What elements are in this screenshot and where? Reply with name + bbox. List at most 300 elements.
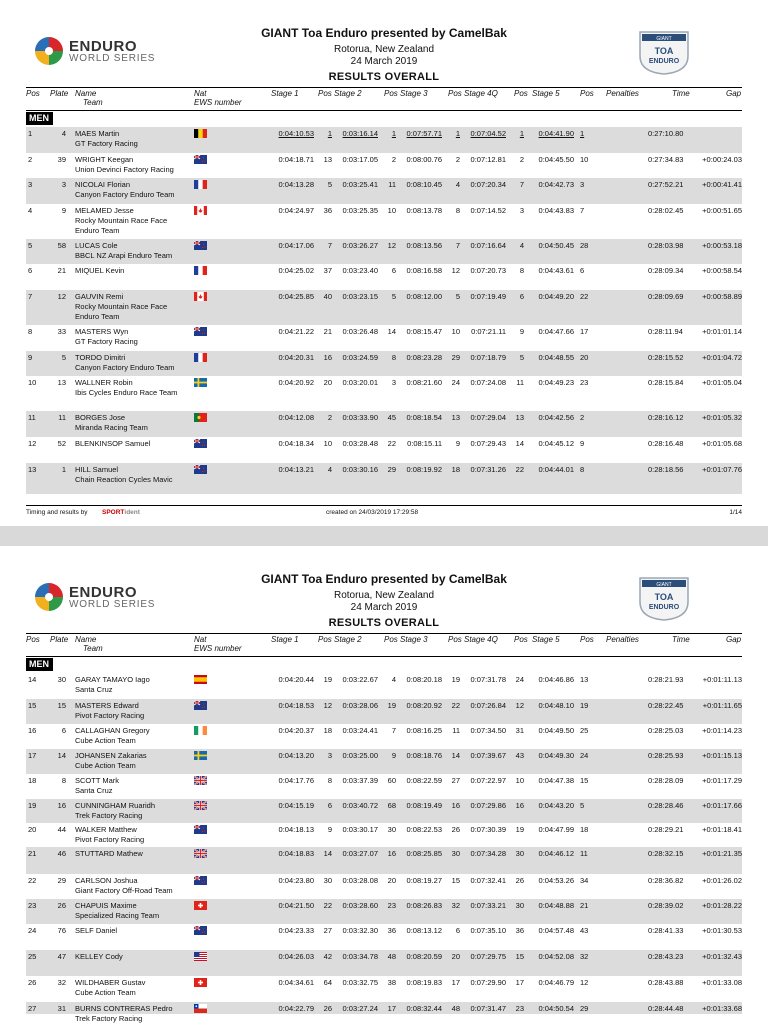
footer-created: created on 24/03/2019 17:29:58 (326, 509, 419, 516)
stage1-pos: 9 (327, 825, 332, 834)
rider-plate: 21 (57, 266, 66, 275)
rider-plate: 52 (57, 439, 66, 448)
stage4-time: 0:07:24.08 (470, 378, 506, 387)
col-ews: EWS number (194, 644, 242, 653)
stage1-pos: 1 (327, 129, 332, 138)
col-nat: Nat (194, 635, 207, 644)
col-pos2: Pos (384, 635, 398, 644)
stage1-pos: 13 (323, 155, 332, 164)
flag-icon (194, 876, 207, 885)
stage4-time: 0:07:20.34 (470, 180, 506, 189)
stage3-time: 0:08:16.25 (406, 726, 442, 735)
rider-plate: 16 (57, 801, 66, 810)
rider-team: Giant Factory Off-Road Team (75, 886, 173, 895)
rider-team: Union Devinci Factory Racing (75, 165, 174, 174)
rider-plate: 5 (61, 353, 66, 362)
table-row (26, 950, 742, 976)
rider-name: SCOTT Mark (75, 776, 120, 785)
col-stage5: Stage 5 (532, 89, 560, 98)
col-pos: Pos (26, 635, 40, 644)
stage3-time: 0:08:18.54 (406, 413, 442, 422)
rider-team: Canyon Factory Enduro Team (75, 363, 175, 372)
stage5-pos: 18 (580, 825, 589, 834)
stage2-time: 0:03:25.35 (342, 206, 378, 215)
flag-icon (194, 849, 207, 858)
logo-world-series: WORLD SERIES (69, 52, 156, 64)
stage3-pos: 13 (451, 413, 460, 422)
stage5-pos: 3 (580, 180, 585, 189)
rider-position: 26 (28, 978, 37, 987)
flag-icon (194, 978, 207, 987)
total-time: 0:28:15.84 (648, 378, 684, 387)
rider-plate: 29 (57, 876, 66, 885)
total-time: 0:28:43.88 (648, 978, 684, 987)
stage5-pos: 12 (580, 978, 589, 987)
stage1-pos: 22 (323, 901, 332, 910)
flag-icon (194, 241, 207, 250)
stage5-pos: 11 (580, 849, 588, 858)
stage4-time: 0:07:29.04 (470, 413, 506, 422)
stage2-pos: 48 (387, 952, 396, 961)
stage1-time: 0:04:24.97 (278, 206, 314, 215)
stage1-time: 0:04:25.85 (278, 292, 314, 301)
rider-team: GT Factory Racing (75, 139, 138, 148)
flag-icon (194, 901, 207, 910)
col-pos4: Pos (514, 89, 528, 98)
table-row (26, 774, 742, 799)
flag-icon (194, 155, 207, 164)
rider-position: 12 (28, 439, 37, 448)
stage5-pos: 21 (580, 901, 589, 910)
stage3-time: 0:08:19.49 (406, 801, 442, 810)
time-gap: +0:01:17.66 (702, 801, 742, 810)
time-gap: +0:01:30.53 (702, 926, 742, 935)
rider-plate: 3 (61, 180, 66, 189)
stage2-pos: 9 (391, 751, 396, 760)
rider-name: KELLEY Cody (75, 952, 123, 961)
table-row (26, 463, 742, 494)
col-penalties: Penalties (606, 89, 639, 98)
stage2-pos: 60 (387, 776, 396, 785)
stage2-pos: 38 (387, 978, 396, 987)
stage5-time: 0:04:45.50 (538, 155, 574, 164)
stage1-time: 0:04:25.02 (278, 266, 314, 275)
flag-icon (194, 825, 207, 834)
table-row (26, 1002, 742, 1023)
stage3-pos: 12 (451, 266, 460, 275)
rider-plate: 58 (57, 241, 66, 250)
stage3-pos: 8 (455, 206, 460, 215)
rider-position: 15 (28, 701, 37, 710)
stage3-pos: 1 (455, 129, 460, 138)
stage1-pos: 26 (323, 1004, 332, 1013)
rider-name: NICOLAI Florian (75, 180, 131, 189)
rider-team: Rocky Mountain Race Face Enduro Team (75, 216, 168, 235)
results-heading: RESULTS OVERALL (328, 617, 440, 629)
rider-position: 13 (28, 465, 37, 474)
stage2-time: 0:03:22.67 (342, 675, 378, 684)
stage4-time: 0:07:16.64 (470, 241, 506, 250)
stage1-time: 0:04:20.92 (278, 378, 314, 387)
rider-team: Rocky Mountain Race Face Enduro Team (75, 302, 168, 321)
rider-plate: 4 (61, 129, 66, 138)
stage5-pos: 15 (580, 776, 589, 785)
stage3-pos: 18 (451, 465, 460, 474)
rider-position: 17 (28, 751, 37, 760)
stage2-time: 0:03:26.48 (342, 327, 378, 336)
rider-position: 24 (28, 926, 37, 935)
time-gap: +0:01:07.76 (702, 465, 742, 474)
stage3-time: 0:08:10.45 (406, 180, 442, 189)
stage2-pos: 30 (387, 825, 396, 834)
col-name: Name (75, 89, 97, 98)
badge-brand: GIANT (656, 36, 672, 42)
stage4-time: 0:07:31.47 (470, 1004, 506, 1013)
total-time: 0:28:21.93 (648, 675, 684, 684)
stage4-time: 0:07:34.28 (470, 849, 506, 858)
table-row (26, 437, 742, 463)
stage2-time: 0:03:28.06 (342, 701, 378, 710)
stage5-pos: 19 (580, 701, 589, 710)
stage5-pos: 34 (580, 876, 589, 885)
stage2-time: 0:03:27.07 (342, 849, 378, 858)
col-team: Team (83, 98, 103, 107)
sportident-brand: SPORT (102, 509, 125, 516)
rider-name: WALLNER Robin (75, 378, 133, 387)
flag-icon (194, 801, 207, 810)
stage2-time: 0:03:20.01 (342, 378, 378, 387)
rider-plate: 14 (57, 751, 66, 760)
stage4-pos: 43 (515, 751, 524, 760)
flag-icon (194, 726, 207, 735)
stage4-pos: 15 (515, 952, 524, 961)
rider-plate: 44 (57, 825, 66, 834)
logo-enduro: ENDURO (69, 37, 138, 55)
stage1-pos: 18 (323, 726, 332, 735)
rider-name: HILL Samuel (75, 465, 119, 474)
stage4-pos: 2 (519, 155, 524, 164)
stage5-pos: 9 (580, 439, 585, 448)
rider-plate: 6 (61, 726, 66, 735)
stage2-time: 0:03:28.48 (342, 439, 378, 448)
flag-icon (194, 413, 207, 422)
stage1-pos: 16 (323, 353, 332, 362)
stage5-pos: 2 (580, 413, 585, 422)
stage3-pos: 22 (451, 701, 460, 710)
stage2-time: 0:03:25.41 (342, 180, 378, 189)
stage4-pos: 31 (515, 726, 524, 735)
stage5-pos: 6 (580, 266, 585, 275)
col-gap: Gap (726, 635, 742, 644)
rider-plate: 47 (57, 952, 66, 961)
stage1-time: 0:04:17.06 (278, 241, 314, 250)
stage3-time: 0:08:00.76 (406, 155, 442, 164)
stage2-pos: 45 (387, 413, 396, 422)
rider-team: Ibis Cycles Enduro Race Team (75, 388, 178, 397)
rider-name: TORDO Dimitri (75, 353, 126, 362)
total-time: 0:28:03.98 (648, 241, 684, 250)
stage3-pos: 26 (451, 825, 460, 834)
rider-name: CALLAGHAN Gregory (75, 726, 150, 735)
rider-name: MASTERS Wyn (75, 327, 129, 336)
stage1-time: 0:04:17.76 (278, 776, 314, 785)
stage4-time: 0:07:29.90 (470, 978, 506, 987)
stage5-time: 0:04:50.54 (538, 1004, 574, 1013)
stage2-pos: 68 (387, 801, 396, 810)
stage3-time: 0:08:12.00 (406, 292, 442, 301)
rider-name: BLENKINSOP Samuel (75, 439, 151, 448)
total-time: 0:28:16.48 (648, 439, 684, 448)
stage3-time: 0:08:26.83 (406, 901, 442, 910)
rider-name: GAUVIN Remi (75, 292, 124, 301)
stage4-pos: 14 (515, 439, 524, 448)
stage5-time: 0:04:47.38 (538, 776, 574, 785)
stage5-pos: 25 (580, 726, 589, 735)
total-time: 0:28:25.93 (648, 751, 684, 760)
table-row (26, 976, 742, 1002)
col-time: Time (672, 635, 690, 644)
stage5-pos: 17 (580, 327, 589, 336)
rider-position: 27 (28, 1004, 37, 1013)
stage5-pos: 20 (580, 353, 589, 362)
stage3-time: 0:08:20.92 (406, 701, 442, 710)
rider-plate: 26 (57, 901, 66, 910)
rider-position: 9 (28, 353, 33, 362)
stage4-time: 0:07:21.11 (471, 327, 506, 336)
stage2-pos: 8 (391, 353, 396, 362)
stage2-time: 0:03:37.39 (342, 776, 378, 785)
rider-name: MELAMED Jesse (75, 206, 134, 215)
time-gap: +0:01:01.14 (702, 327, 742, 336)
stage3-pos: 29 (451, 353, 460, 362)
stage3-pos: 32 (451, 901, 460, 910)
time-gap: +0:00:41.41 (702, 180, 742, 189)
col-stage5: Stage 5 (532, 635, 560, 644)
stage5-time: 0:04:43.61 (538, 266, 574, 275)
rider-position: 8 (28, 327, 33, 336)
stage4-time: 0:07:35.10 (470, 926, 506, 935)
col-stage3: Stage 3 (400, 89, 428, 98)
stage1-pos: 3 (327, 751, 332, 760)
rider-team: Santa Cruz (75, 786, 113, 795)
stage1-time: 0:04:18.71 (278, 155, 314, 164)
stage3-time: 0:08:19.83 (406, 978, 442, 987)
sportident-logo (102, 509, 140, 516)
time-gap: +0:00:24.03 (702, 155, 742, 164)
rider-position: 3 (28, 180, 33, 189)
stage3-time: 0:07:57.71 (406, 129, 442, 138)
stage1-pos: 10 (323, 439, 332, 448)
table-row (26, 239, 742, 264)
stage2-pos: 2 (391, 155, 396, 164)
stage1-time: 0:04:20.44 (278, 675, 314, 684)
stage5-time: 0:04:48.10 (538, 701, 574, 710)
stage4-time: 0:07:26.84 (470, 701, 506, 710)
rider-team: Chain Reaction Cycles Mavic (75, 475, 173, 484)
stage3-pos: 16 (451, 801, 460, 810)
total-time: 0:28:41.33 (648, 926, 684, 935)
col-team: Team (83, 644, 103, 653)
stage1-time: 0:04:34.61 (278, 978, 314, 987)
rider-team: BBCL NZ Arapi Enduro Team (75, 251, 173, 260)
stage3-time: 0:08:15.47 (406, 327, 442, 336)
stage5-time: 0:04:41.90 (538, 129, 574, 138)
stage1-time: 0:04:10.53 (278, 129, 314, 138)
stage1-time: 0:04:23.33 (278, 926, 314, 935)
event-title: GIANT Toa Enduro presented by CamelBak (261, 26, 507, 40)
col-pos3: Pos (448, 89, 462, 98)
stage2-time: 0:03:30.17 (342, 825, 378, 834)
flag-icon (194, 952, 207, 961)
stage2-time: 0:03:32.30 (342, 926, 378, 935)
stage3-time: 0:08:25.85 (406, 849, 442, 858)
stage2-time: 0:03:30.16 (342, 465, 378, 474)
stage5-time: 0:04:49.23 (538, 378, 574, 387)
col-pos4: Pos (514, 635, 528, 644)
sportident-brand2: ident (124, 509, 140, 516)
badge-line1: TOA (654, 46, 674, 56)
badge-line2: ENDURO (648, 604, 680, 611)
rider-position: 25 (28, 952, 37, 961)
time-gap: +0:01:33.08 (702, 978, 742, 987)
stage1-pos: 40 (323, 292, 332, 301)
stage3-time: 0:08:13.12 (406, 926, 442, 935)
table-row (26, 924, 742, 950)
rider-name: GARAY TAMAYO Iago (75, 675, 150, 684)
rider-name: CARLSON Joshua (75, 876, 138, 885)
stage4-pos: 7 (519, 180, 524, 189)
stage1-pos: 42 (323, 952, 332, 961)
total-time: 0:28:16.12 (648, 413, 684, 422)
stage1-pos: 6 (327, 801, 332, 810)
table-row (26, 749, 742, 774)
stage3-pos: 2 (455, 155, 460, 164)
badge-brand: GIANT (656, 582, 672, 588)
time-gap: +0:01:05.68 (702, 439, 742, 448)
stage2-time: 0:03:32.75 (342, 978, 378, 987)
table-row (26, 204, 742, 239)
rider-position: 1 (28, 129, 33, 138)
rider-name: WALKER Matthew (75, 825, 137, 834)
event-place: Rotorua, New Zealand (333, 590, 435, 601)
stage1-pos: 4 (327, 465, 332, 474)
event-place: Rotorua, New Zealand (333, 44, 435, 55)
stage3-time: 0:08:20.59 (406, 952, 442, 961)
col-pos: Pos (26, 89, 40, 98)
flag-icon (194, 675, 207, 684)
rider-plate: 9 (61, 206, 66, 215)
time-gap: +0:01:28.22 (702, 901, 742, 910)
stage5-pos: 22 (580, 292, 589, 301)
stage4-pos: 19 (515, 825, 524, 834)
rider-plate: 1 (61, 465, 66, 474)
rider-position: 14 (28, 675, 37, 684)
stage3-time: 0:08:22.53 (406, 825, 442, 834)
stage5-pos: 1 (580, 129, 585, 138)
rider-position: 20 (28, 825, 37, 834)
rider-plate: 32 (57, 978, 66, 987)
table-row (26, 376, 742, 411)
stage2-pos: 11 (388, 180, 396, 189)
total-time: 0:28:25.03 (648, 726, 684, 735)
stage2-time: 0:03:24.41 (342, 726, 378, 735)
stage1-pos: 37 (323, 266, 332, 275)
stage1-time: 0:04:23.80 (278, 876, 314, 885)
stage4-pos: 3 (519, 206, 524, 215)
stage4-time: 0:07:31.78 (470, 675, 506, 684)
rider-name: CHAPUIS Maxime (75, 901, 137, 910)
stage5-time: 0:04:57.48 (538, 926, 574, 935)
logo-enduro: ENDURO (69, 583, 138, 601)
stage2-pos: 17 (387, 1004, 396, 1013)
rider-team: Pivot Factory Racing (75, 711, 145, 720)
col-time: Time (672, 89, 690, 98)
total-time: 0:28:11.94 (648, 327, 683, 336)
total-time: 0:28:36.82 (648, 876, 684, 885)
stage4-time: 0:07:32.41 (470, 876, 506, 885)
rider-plate: 46 (57, 849, 66, 858)
col-pos5: Pos (580, 89, 594, 98)
event-date: 24 March 2019 (350, 602, 418, 613)
stage3-time: 0:08:18.76 (406, 751, 442, 760)
stage2-pos: 4 (391, 675, 396, 684)
stage4-time: 0:07:31.26 (470, 465, 506, 474)
stage2-time: 0:03:28.08 (342, 876, 378, 885)
stage2-pos: 7 (391, 726, 396, 735)
stage5-pos: 24 (580, 751, 589, 760)
stage5-time: 0:04:49.20 (538, 292, 574, 301)
stage3-pos: 11 (452, 726, 460, 735)
stage5-time: 0:04:46.12 (538, 849, 574, 858)
flag-icon (194, 776, 207, 785)
col-stage2: Stage 2 (334, 635, 362, 644)
flag-icon (194, 926, 207, 935)
rider-position: 11 (28, 413, 36, 422)
footer-page-number: 1/14 (729, 509, 742, 516)
total-time: 0:28:28.09 (648, 776, 684, 785)
stage2-time: 0:03:16.14 (342, 129, 378, 138)
stage2-pos: 19 (387, 701, 396, 710)
stage5-pos: 29 (580, 1004, 589, 1013)
stage4-pos: 26 (515, 876, 524, 885)
stage1-pos: 36 (323, 206, 332, 215)
col-pos5: Pos (580, 635, 594, 644)
rider-name: MAES Martin (75, 129, 120, 138)
results-heading: RESULTS OVERALL (328, 71, 440, 83)
stage3-time: 0:08:23.28 (406, 353, 442, 362)
stage5-time: 0:04:49.30 (538, 751, 574, 760)
footer-timing-text: Timing and results by (26, 509, 88, 516)
flag-icon (194, 327, 207, 336)
stage2-pos: 1 (391, 129, 396, 138)
rider-plate: 30 (57, 675, 66, 684)
total-time: 0:28:39.02 (648, 901, 684, 910)
stage1-pos: 14 (323, 849, 332, 858)
time-gap: +0:01:21.35 (702, 849, 742, 858)
table-row (26, 153, 742, 178)
total-time: 0:28:32.15 (648, 849, 684, 858)
stage1-pos: 8 (327, 776, 332, 785)
stage3-pos: 19 (451, 675, 460, 684)
stage1-time: 0:04:15.19 (278, 801, 314, 810)
rider-position: 19 (28, 801, 37, 810)
stage2-time: 0:03:28.60 (342, 901, 378, 910)
stage3-pos: 20 (451, 952, 460, 961)
rider-name: MIQUEL Kevin (75, 266, 125, 275)
total-time: 0:28:29.21 (648, 825, 684, 834)
stage1-time: 0:04:21.50 (278, 901, 314, 910)
rider-plate: 8 (61, 776, 66, 785)
